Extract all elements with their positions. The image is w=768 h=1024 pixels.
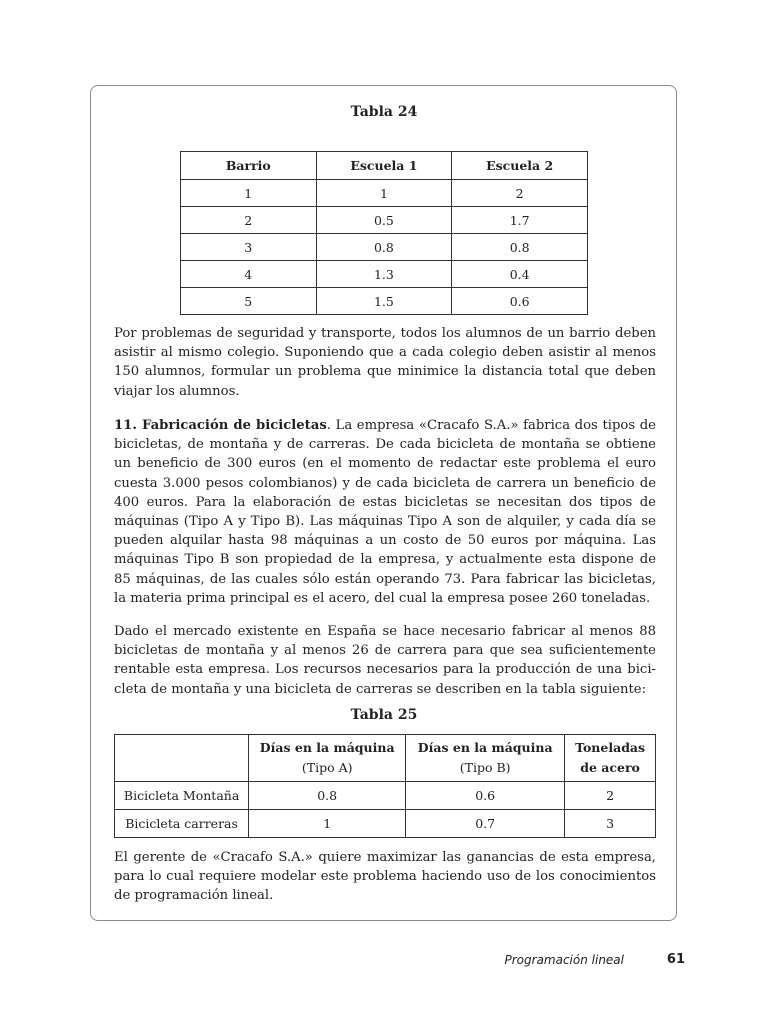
table-cell: 0.6 — [406, 782, 565, 810]
table-cell: Bicicleta carreras — [115, 810, 249, 838]
paragraph-bicycles — [114, 416, 656, 608]
table-cell: 1.7 — [452, 207, 588, 234]
header-label: Días en la máquina — [259, 740, 395, 755]
table-row — [181, 261, 588, 288]
table-row — [181, 288, 588, 315]
header-sublabel: (Tipo A) — [301, 760, 353, 775]
header-sublabel: (Tipo B) — [459, 760, 511, 775]
footer-title: Programación lineal — [504, 953, 624, 967]
table24-caption: Tabla 24 — [350, 104, 418, 120]
table25-caption: Tabla 25 — [350, 707, 418, 723]
header-barrio: Barrio — [181, 152, 317, 180]
paragraph-manager: El gerente de «Cracafo S.A.» quiere maximizar las ganancias de esta empresa, para lo cual requiere modelar este problema haciendo uso de los conocimientos de programación lineal. — [114, 850, 656, 904]
table-cell: 3 — [181, 234, 317, 261]
table-cell: 0.4 — [452, 261, 588, 288]
table-cell: 0.8 — [452, 234, 588, 261]
page-number: 61 — [666, 952, 685, 967]
table-cell: 4 — [181, 261, 317, 288]
table-cell: 1.5 — [316, 288, 452, 315]
table-cell: 1.3 — [316, 261, 452, 288]
table-header-row — [115, 735, 656, 782]
table-cell: 0.8 — [249, 782, 406, 810]
table-25 — [114, 734, 656, 838]
table-row — [181, 207, 588, 234]
paragraph-market: Dado el mercado existente en España se hace necesario fabricar al menos 88 bicicletas de montaña y al menos 26 de carrera para que sea suficientemente rentable esta empresa. Los recursos necesarios para la producción de una bicicleta de montaña y una bicicleta de carreras se describen en la tabla siguiente: — [114, 624, 656, 697]
header-escuela-2: Escuela 2 — [452, 152, 588, 180]
table-cell: 1 — [181, 180, 317, 207]
table-row — [115, 810, 656, 838]
table-header-row — [181, 152, 588, 180]
table-cell: 3 — [565, 810, 656, 838]
problem-text: . La empresa «Cracafo S.A.» fabrica dos tipos de bicicletas, de montaña y de carreras. De cada bicicleta de montaña se obtiene un beneficio de 300 euros (en el momento de redactar este problema el euro cuesta 3.000 pesos colombianos) y de cada bicicleta de carrera un beneficio de 400 euros. Para la elaboración de estas bicicletas se necesitan dos tipos de máquinas (Tipo A y Tipo B). Las máquinas Tipo A son de alquiler, y cada día se pueden alquilar hasta 98 máquinas a un costo de 50 euros por máquina. Las máquinas Tipo B son propiedad de la empresa, y actualmente esta dispone de 85 máquinas, de las cuales sólo están operando 73. Para fabricar las bicicletas, la materia prima principal es el acero, del cual la empresa posee 260 toneladas. — [114, 418, 656, 606]
header-empty — [115, 735, 249, 782]
header-sublabel: de acero — [580, 760, 640, 775]
paragraph-security: Por problemas de seguridad y transporte, todos los alumnos de un barrio deben asistir al mismo colegio. Suponiendo que a cada colegio deben asistir al menos 150 alumnos, formular un problema que minimice la distancia total que deben viajar los alumnos. — [114, 326, 656, 399]
table-cell: 5 — [181, 288, 317, 315]
header-escuela-1: Escuela 1 — [316, 152, 452, 180]
table-cell: 2 — [565, 782, 656, 810]
table-cell: 0.5 — [316, 207, 452, 234]
table-row — [181, 234, 588, 261]
header-dias-tipo-a — [249, 735, 406, 782]
header-label: Días en la máquina — [417, 740, 553, 755]
table-24 — [180, 151, 588, 315]
table-cell: 0.6 — [452, 288, 588, 315]
header-dias-tipo-b — [406, 735, 565, 782]
header-label: Toneladas — [575, 740, 646, 755]
table-cell: Bicicleta Montaña — [115, 782, 249, 810]
table-row — [181, 180, 588, 207]
table-row — [115, 782, 656, 810]
table-cell: 1 — [316, 180, 452, 207]
table-cell: 1 — [249, 810, 406, 838]
problem-heading: 11. Fabricación de bicicletas — [114, 418, 327, 433]
table-cell: 2 — [181, 207, 317, 234]
table-cell: 0.8 — [316, 234, 452, 261]
header-toneladas — [565, 735, 656, 782]
table-cell: 2 — [452, 180, 588, 207]
table-cell: 0.7 — [406, 810, 565, 838]
